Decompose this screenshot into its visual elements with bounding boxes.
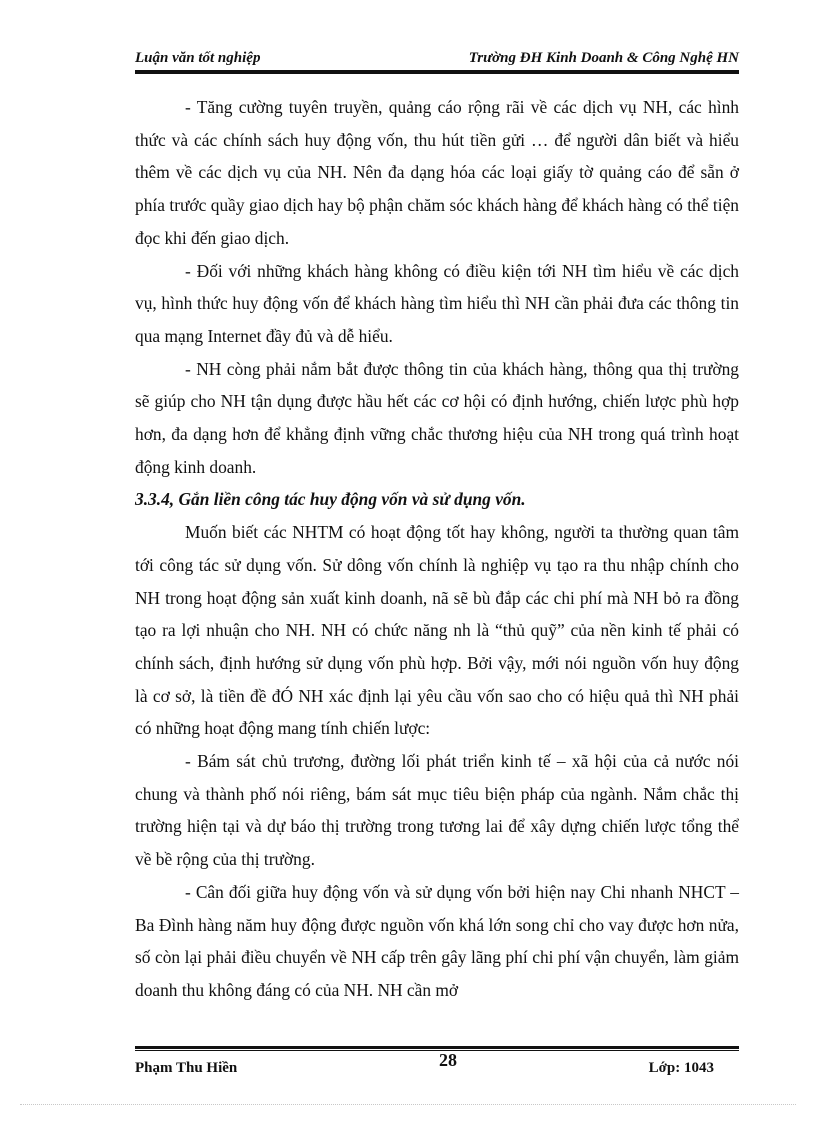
page-number: 28 [439, 1050, 457, 1070]
paragraph-customer-info: - NH còng phải nắm bắt được thông tin của khách hàng, thông qua thị trường sẽ giúp cho NH tận dụng được hầu hết các cơ hội có định hướng, chiến lược phù hợp hơn, đa dạng hơn để khẳng định vững chắc thương hiệu của NH trong quá trình hoạt động kinh doanh. [135, 358, 739, 477]
paragraph-balance: - Cân đối giữa huy động vốn và sử dụng vốn bởi hiện nay Chi nhanh NHCT – Ba Đình hàng năm huy động được nguồn vốn khá lớn song chỉ cho vay được hơn nửa, số còn lại phải điều chuyển về NH cấp trên gây lãng phí chi phí vận chuyển, làm giảm doanh thu không đáng có của NH. NH cần mở [135, 881, 739, 1000]
footer-rule [135, 1046, 739, 1051]
header-thesis-label: Luận văn tốt nghiệp [135, 50, 261, 66]
page-body [135, 91, 739, 1007]
paragraph-internet-info: - Đối với những khách hàng không có điều kiện tới NH tìm hiểu về các dịch vụ, hình thức huy động vốn để khách hàng tìm hiểu thì NH cần phải đưa các thông tin qua mạng Internet đầy đủ và dễ hiểu. [135, 260, 739, 346]
header-rule [135, 70, 739, 74]
page-edge-divider [20, 1104, 796, 1105]
footer-class: Lớp: 1043 [648, 1060, 714, 1076]
paragraph-advertising: - Tăng cường tuyên truyền, quảng cáo rộng rãi về các dịch vụ NH, các hình thức và các chính sách huy động vốn, thu hút tiền gửi … để người dân biết và hiểu thêm về các dịch vụ của NH. Nên đa dạng hóa các loại giấy tờ quảng cáo để sẵn ở phía trước quầy giao dịch hay bộ phận chăm sóc khách hàng để khách hàng có thể tiện đọc khi đến giao dịch. [135, 97, 739, 248]
paragraph-capital-use: Muốn biết các NHTM có hoạt động tốt hay không, người ta thường quan tâm tới công tác sử dụng vốn. Sử dông vốn chính là nghiệp vụ tạo ra thu nhập chính cho NH trong hoạt động sản xuất kinh doanh, nã sẽ bù đắp các chi phí mà NH bỏ ra đồng tạo ra lợi nhuận cho NH. NH có chức năng nh là “thủ quỹ” của nền kinh tế phải có chính sách, định hướng sử dụng vốn phù hợp. Bởi vậy, mới nói nguồn vốn huy động là cơ sở, là tiền đề đÓ NH xác định lại yêu cầu vốn sao cho có hiệu quả thì NH phải có những hoạt động mang tính chiến lược: [135, 522, 739, 739]
header-university-label: Trường ĐH Kinh Doanh & Công Nghệ HN [468, 50, 739, 66]
section-heading: 3.3.4, Gắn liền công tác huy động vốn và sử dụng vốn. [135, 489, 526, 510]
paragraph-policy-tracking: - Bám sát chủ trương, đường lối phát triển kinh tế – xã hội của cả nước nói chung và thành phố nói riêng, bám sát mục tiêu biện pháp của ngành. Nắm chắc thị trường hiện tại và dự báo thị trường trong tương lai để xây dựng chiến lược tổng thể về bề rộng của thị trường. [135, 751, 739, 870]
footer-author: Phạm Thu Hiền [135, 1060, 238, 1076]
